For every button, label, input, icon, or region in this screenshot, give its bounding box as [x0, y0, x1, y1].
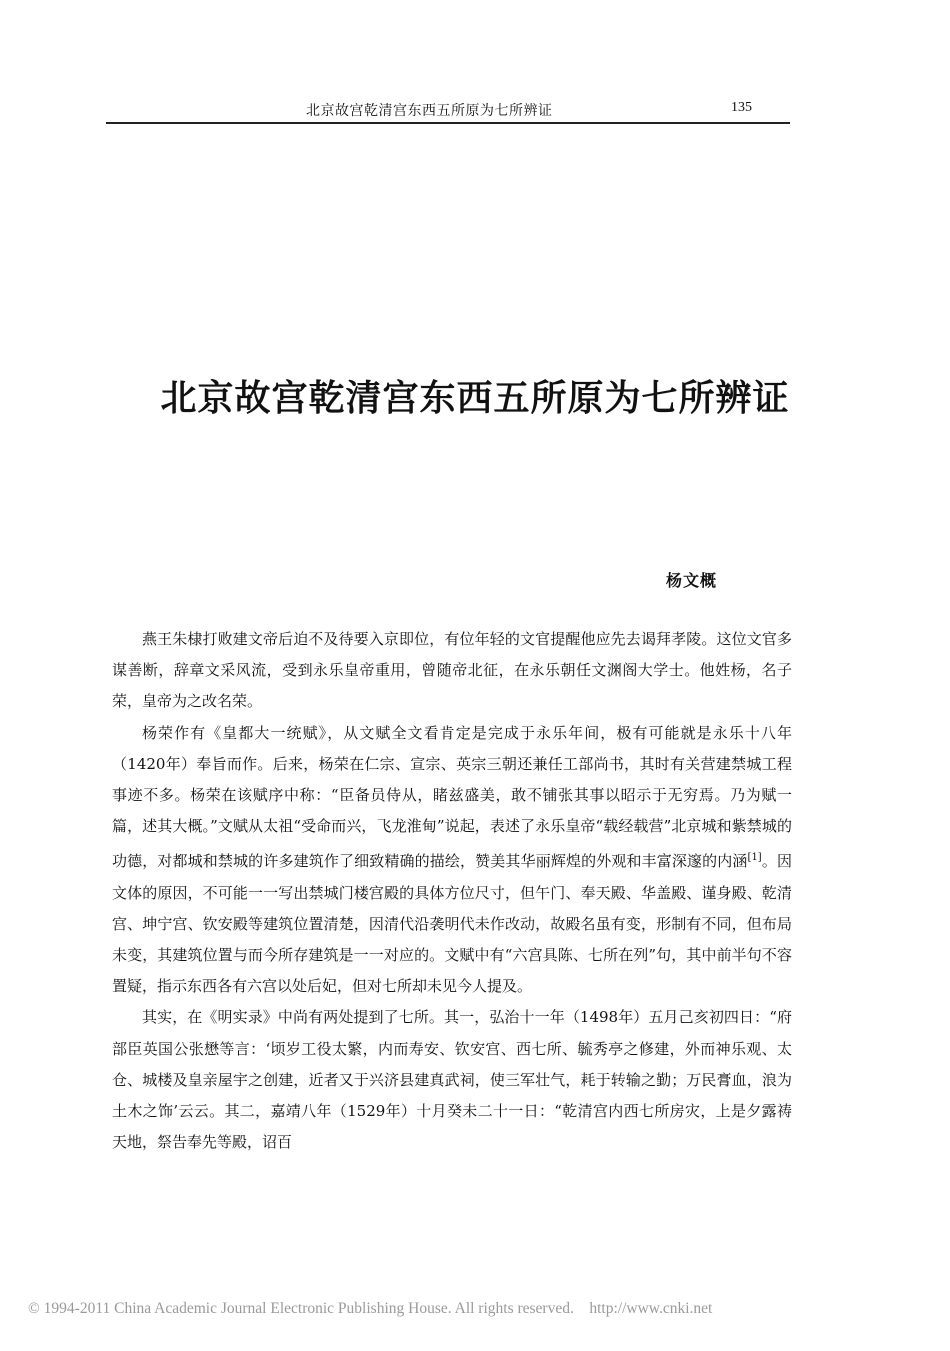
- footer-url[interactable]: http://www.cnki.net: [589, 1300, 713, 1317]
- header-rule: [106, 122, 790, 124]
- article-body: [112, 624, 792, 1158]
- author-name: 杨文概: [666, 571, 718, 590]
- article-title: 北京故宫乾清宫东西五所原为七所辨证: [160, 378, 790, 419]
- paragraph-2-text: 杨荣作有《皇都大一统赋》，从文赋全文看肯定是完成于永乐年间，极有可能就是永乐十八年（1420年）奉旨而作。后来，杨荣在仁宗、宣宗、英宗三朝还兼任工部尚书，其时有关营建禁城工程事迹不多。杨荣在该赋序中称：“臣备员侍从，睹兹盛美，敢不铺张其事以昭示于无穷焉。乃为赋一篇，述其大概。”文赋从太祖“受命而兴，飞龙淮甸”说起，表述了永乐皇帝“载经载营”北京城和紫禁城的功德，对都城和禁城的许多建筑作了细致精确的描绘，赞美其华丽辉煌的外观和丰富深邃的内涵: [112, 723, 792, 871]
- footer: [28, 1300, 712, 1318]
- page-number: 135: [731, 100, 752, 115]
- footnote-ref[interactable]: [1]: [747, 852, 762, 864]
- paragraph-2: [112, 718, 792, 1003]
- running-header: [106, 94, 790, 124]
- paragraph-3: 其实，在《明实录》中尚有两处提到了七所。其一，弘治十一年（1498年）五月己亥初四日：“府部臣英国公张懋等言：‘顷岁工役太繁，内而寿安、钦安宫、西七所、毓秀亭之修建，外而神乐观、太仓、城楼及皇亲屋宇之创建，近者又于兴济县建真武祠，使三军壮气，耗于转输之勤；万民膏血，浪为土木之饰’云云。其二，嘉靖八年（1529年）十月癸未二十一日：“乾清宫内西七所房灾，上是夕露祷天地，祭告奉先等殿，诏百: [112, 1008, 792, 1152]
- copyright-notice: © 1994-2011 China Academic Journal Electronic Publishing House. All rights reserved.: [28, 1300, 574, 1317]
- running-title: 北京故宫乾清宫东西五所原为七所辨证: [306, 103, 553, 119]
- paragraph-1: 燕王朱棣打败建文帝后迫不及待要入京即位，有位年轻的文官提醒他应先去谒拜孝陵。这位文官多谋善断，辞章文采风流，受到永乐皇帝重用，曾随帝北征，在永乐朝任文渊阁大学士。他姓杨，名子荣，皇帝为之改名荣。: [112, 630, 792, 711]
- paragraph-2-tail: 。因文体的原因，不可能一一写出禁城门楼宫殿的具体方位尺寸，但午门、奉天殿、华盖殿、谨身殿、乾清宫、坤宁宫、钦安殿等建筑位置清楚，因清代沿袭明代未作改动，故殿名虽有变，形制有不同，但布局未变，其建筑位置与而今所存建筑是一一对应的。文赋中有“六宫具陈、七所在列”句，其中前半句不容置疑，指示东西各有六宫以处后妃，但对七所却未见今人提及。: [112, 852, 792, 996]
